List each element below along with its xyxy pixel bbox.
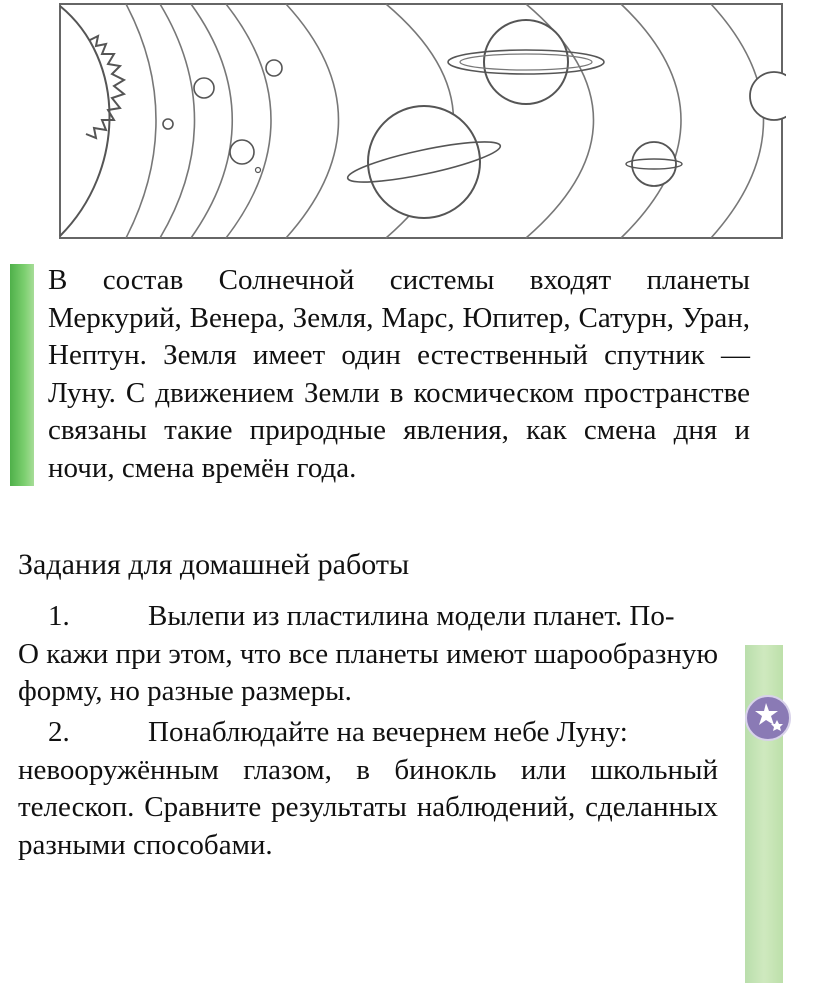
task-item xyxy=(18,598,718,711)
green-margin-bar xyxy=(10,264,34,486)
task-number: 2. xyxy=(48,716,70,748)
mercury-icon xyxy=(163,119,173,129)
solar-system-illustration xyxy=(56,0,786,245)
jupiter-icon xyxy=(368,106,480,218)
intro-paragraph: В состав Солнечной системы входят планеты Меркурий, Венера, Земля, Марс, Юпитер, Сатурн, Уран, Нептун. Земля имеет один естественный спутник — Луну. С движением Земли в космическом пространстве связаны такие природные явления, как смена дня и ночи, смена времён года. xyxy=(48,264,750,484)
mars-icon xyxy=(266,60,282,76)
task-item xyxy=(18,714,718,864)
task-first-line: Понаблюдайте на вечернем небе Луну: xyxy=(148,716,628,748)
neptune-icon xyxy=(750,72,786,120)
task-text: кажи при этом, что все планеты имеют шарообразную форму, но разные размеры. xyxy=(18,637,719,707)
task-margin-letter: О xyxy=(18,637,39,670)
task-first-line: Вылепи из пластилина модели планет. По- xyxy=(148,600,675,632)
star-badge-icon xyxy=(744,694,792,742)
task-text: невооружённым глазом, в бинокль или школьный телескоп. Сравните результаты наблюдений, сделанных разными способами. xyxy=(18,753,718,861)
earth-icon xyxy=(230,140,254,164)
moon-icon xyxy=(256,168,261,173)
venus-icon xyxy=(194,78,214,98)
uranus-icon xyxy=(632,142,676,186)
saturn-icon xyxy=(484,20,568,104)
section-title: Задания для домашней работы xyxy=(18,548,410,581)
task-number: 1. xyxy=(48,600,70,632)
